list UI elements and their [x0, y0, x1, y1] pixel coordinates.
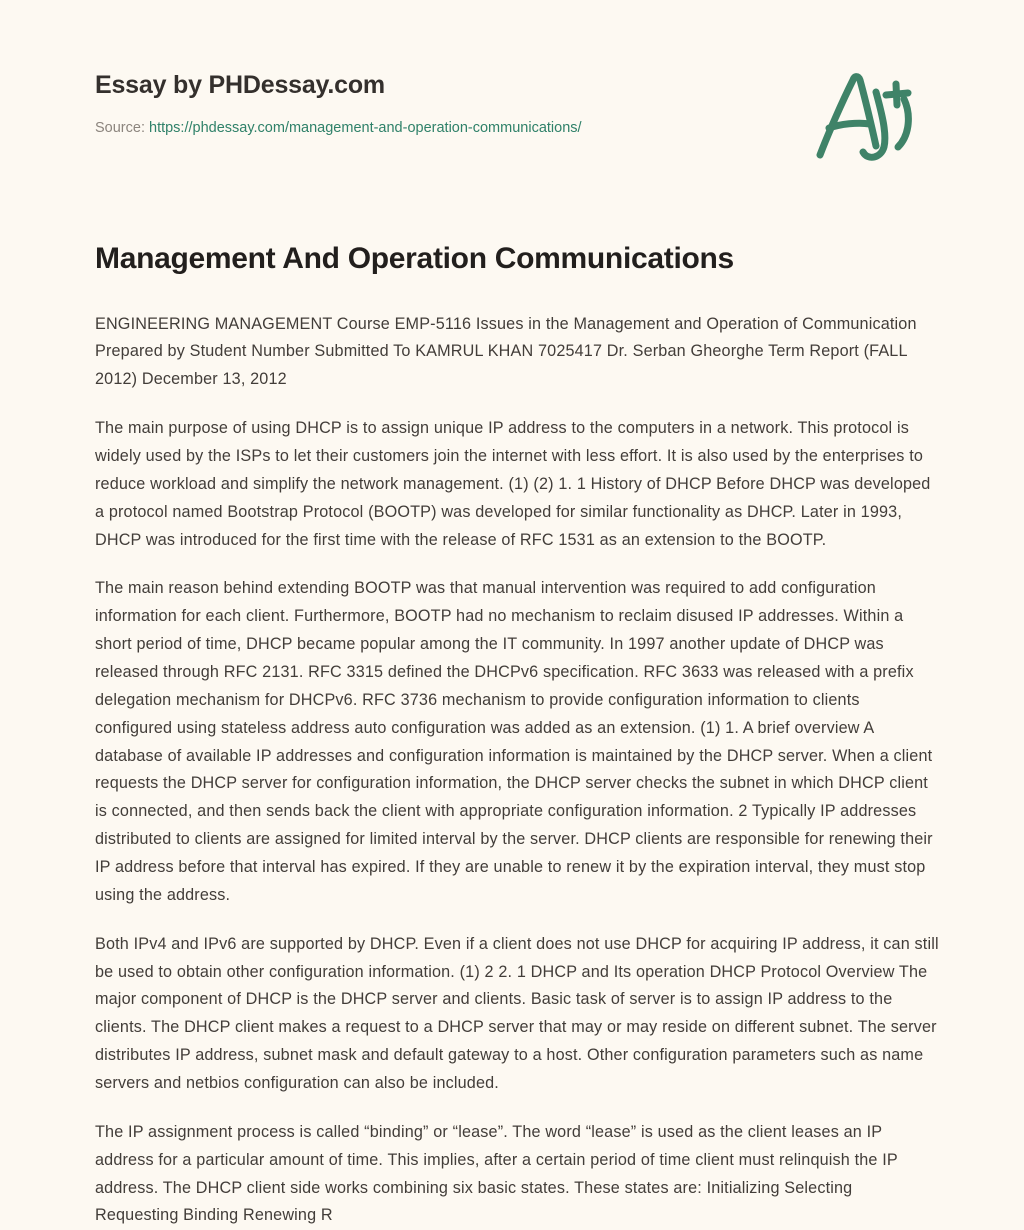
- paragraph: The main purpose of using DHCP is to assign unique IP address to the computers in a network. This protocol is widely used by the ISPs to let their customers join the internet with less effort. It is also used by the enterprises to reduce workload and simplify the network management. (1) (2) 1. 1 History of DHCP Before DHCP was developed a protocol named Bootstrap Protocol (BOOTP) was developed for similar functionality as DHCP. Later in 1993, DHCP was introduced for the first time with the release of RFC 1531 as an extension to the BOOTP.: [95, 415, 940, 554]
- source-url-link[interactable]: https://phdessay.com/management-and-operation-communications/: [149, 120, 582, 136]
- page-title: Management And Operation Communications: [95, 240, 940, 278]
- paragraph: ENGINEERING MANAGEMENT Course EMP-5116 Issues in the Management and Operation of Communication Prepared by Student Number Submitted To KAMRUL KHAN 7025417 Dr. Serban Gheorghe Term Report (FALL 2012) December 13, 2012: [95, 311, 940, 395]
- article-body: [95, 311, 940, 1230]
- page-header: [0, 0, 1024, 190]
- brand-title: Essay by PHDessay.com: [95, 70, 385, 100]
- paragraph: The main reason behind extending BOOTP was that manual intervention was required to add configuration information for each client. Furthermore, BOOTP had no mechanism to reclaim disused IP addresses. Within a short period of time, DHCP became popular among the IT community. In 1997 another update of DHCP was released through RFC 2131. RFC 3315 defined the DHCPv6 specification. RFC 3633 was released with a prefix delegation mechanism for DHCPv6. RFC 3736 mechanism to provide configuration information to clients configured using stateless address auto configuration was added as an extension. (1) 1. A brief overview A database of available IP addresses and configuration information is maintained by the DHCP server. When a client requests the DHCP server for configuration information, the DHCP server checks the subnet in which DHCP client is connected, and then sends back the client with appropriate configuration information. 2 Typically IP addresses distributed to clients are assigned for limited interval by the server. DHCP clients are responsible for renewing their IP address before that interval has expired. If they are unable to renew it by the expiration interval, they must stop using the address.: [95, 575, 940, 909]
- source-line: [95, 119, 582, 138]
- a-plus-logo-icon: [808, 62, 918, 167]
- article: [95, 240, 940, 1230]
- paragraph: Both IPv4 and IPv6 are supported by DHCP. Even if a client does not use DHCP for acquiring IP address, it can still be used to obtain other configuration information. (1) 2 2. 1 DHCP and Its operation DHCP Protocol Overview The major component of DHCP is the DHCP server and clients. Basic task of server is to assign IP address to the clients. The DHCP client makes a request to a DHCP server that may or may reside on different subnet. The server distributes IP address, subnet mask and default gateway to a host. Other configuration parameters such as name servers and netbios configuration can also be included.: [95, 931, 940, 1098]
- brand-block: [95, 70, 385, 100]
- paragraph: The IP assignment process is called “binding” or “lease”. The word “lease” is used as the client leases an IP address for a particular amount of time. This implies, after a certain period of time client must relinquish the IP address. The DHCP client side works combining six basic states. These states are: Initializing Selecting Requesting Binding Renewing R: [95, 1119, 940, 1230]
- source-label: Source:: [95, 120, 149, 136]
